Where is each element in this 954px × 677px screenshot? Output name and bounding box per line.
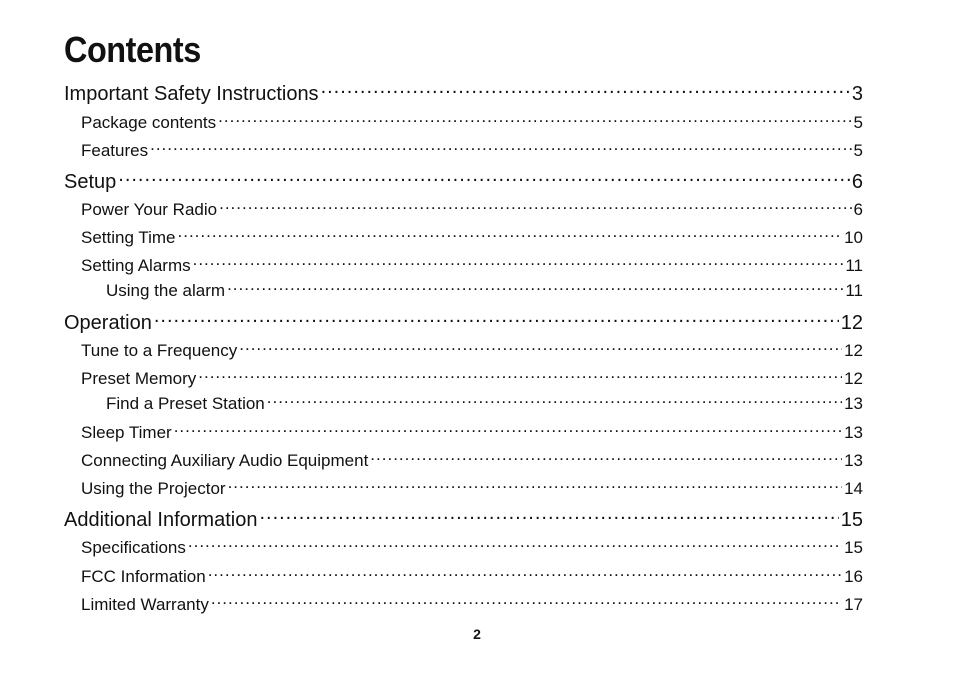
toc-entry-page: 13 [844,423,863,442]
toc-entry-label: Tune to a Frequency [81,341,238,360]
toc-entry-page: 6 [851,171,863,193]
toc-entry-using-projector[interactable] [81,477,863,499]
page-number: 2 [473,626,481,642]
toc-entry-page: 5 [853,141,863,160]
toc-entry-page: 11 [845,256,863,275]
toc-entry-power-your-radio[interactable] [81,198,863,220]
toc-entry-auxiliary-audio[interactable] [81,449,863,471]
toc-entry-label: Connecting Auxiliary Audio Equipment [81,451,369,470]
toc-entry-sleep-timer[interactable] [81,421,863,443]
page-title: Contents [64,29,201,70]
toc-entry-tune-frequency[interactable] [81,339,863,361]
dot-leader [150,139,851,156]
toc-entry-page: 14 [844,479,863,498]
dot-leader [193,254,844,271]
toc-entry-page: 15 [840,509,863,531]
toc-entry-label: Operation [64,312,152,334]
dot-leader [154,309,839,329]
dot-leader [208,565,842,582]
toc-entry-important-safety[interactable] [64,80,863,106]
toc-entry-using-the-alarm[interactable] [106,279,863,301]
toc-entry-additional-information[interactable] [64,506,863,532]
toc-entry-page: 12 [844,369,863,388]
toc-entry-label: Limited Warranty [81,595,209,614]
toc-entry-label: Features [81,141,149,160]
toc-entry-label: Using the Projector [81,479,226,498]
toc-entry-label: Preset Memory [81,369,197,388]
toc-entry-label: Sleep Timer [81,423,172,442]
dot-leader [267,392,842,409]
toc-entry-package-contents[interactable] [81,111,863,133]
dot-leader [174,421,842,438]
toc-entry-page: 17 [844,595,863,614]
dot-leader [321,80,850,100]
dot-leader [218,111,851,128]
dot-leader [178,226,843,243]
toc-entry-label: Power Your Radio [81,200,218,219]
dot-leader [118,168,850,188]
toc-entry-page: 16 [844,567,863,586]
toc-entry-page: 11 [845,281,863,300]
dot-leader [370,449,842,466]
toc-entry-page: 10 [844,228,863,247]
toc-entry-label: Important Safety Instructions [64,83,319,105]
toc-entry-page: 3 [851,83,863,105]
toc-entry-features[interactable] [81,139,863,161]
toc-entry-page: 13 [844,394,863,413]
toc-entry-page: 13 [844,451,863,470]
toc-entry-specifications[interactable] [81,536,863,558]
toc-entry-find-preset-station[interactable] [106,392,863,414]
toc-entry-preset-memory[interactable] [81,367,863,389]
dot-leader [198,367,842,384]
dot-leader [211,593,842,610]
toc-entry-setting-time[interactable] [81,226,863,248]
toc-entry-limited-warranty[interactable] [81,593,863,615]
toc-entry-setting-alarms[interactable] [81,254,863,276]
toc-entry-page: 15 [844,538,863,557]
toc-entry-label: Setting Alarms [81,256,191,275]
toc-entry-label: Additional Information [64,509,258,531]
dot-leader [239,339,842,356]
toc-entry-page: 12 [844,341,863,360]
dot-leader [227,279,843,296]
toc-entry-page: 12 [840,312,863,334]
toc-entry-fcc-information[interactable] [81,565,863,587]
toc-entry-page: 6 [853,200,863,219]
toc-entry-label: FCC Information [81,567,206,586]
toc-entry-label: Using the alarm [106,281,226,300]
toc-entry-label: Package contents [81,113,217,132]
toc-entry-label: Setup [64,171,117,193]
toc-entry-label: Find a Preset Station [106,394,265,413]
dot-leader [219,198,851,215]
toc-entry-operation[interactable] [64,309,863,335]
dot-leader [228,477,843,494]
toc-entry-label: Setting Time [81,228,176,247]
toc-entry-page: 5 [853,113,863,132]
toc-entry-setup[interactable] [64,168,863,194]
toc-entry-label: Specifications [81,538,186,557]
dot-leader [259,506,838,526]
dot-leader [188,536,842,553]
